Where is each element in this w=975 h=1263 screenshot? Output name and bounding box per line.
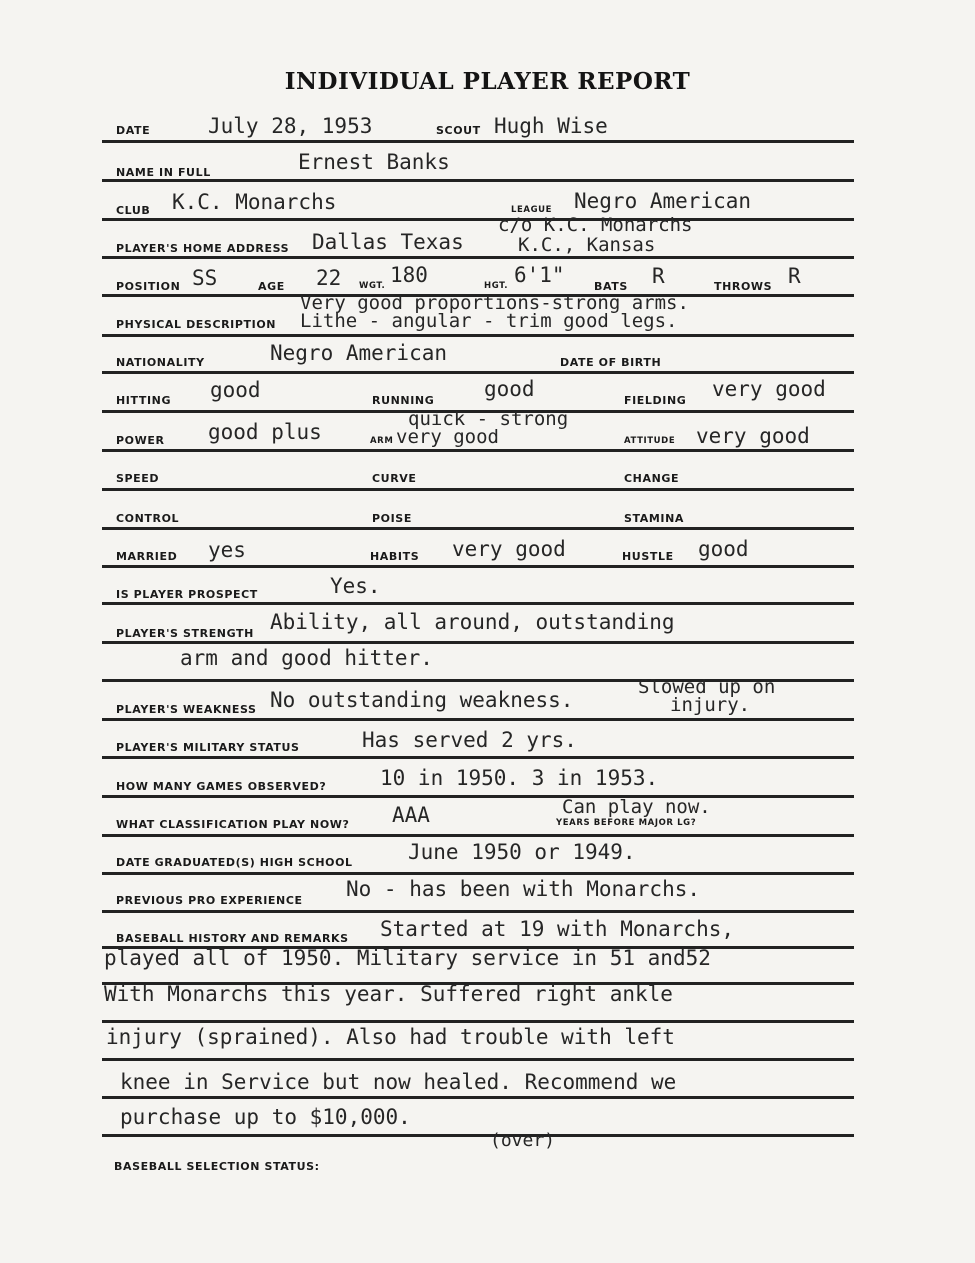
value-bats: R [652,264,665,288]
rule-line [102,179,854,182]
label-pro-experience: PREVIOUS PRO EXPERIENCE [116,894,303,907]
value-fielding: very good [712,377,826,401]
rule-line [102,756,854,759]
value-position: SS [192,266,218,290]
value-games: 10 in 1950. 3 in 1953. [380,766,659,790]
over-note: (over) [490,1130,556,1151]
rule-line [102,718,854,721]
label-military: PLAYER'S MILITARY STATUS [116,741,300,754]
value-age: 22 [316,266,342,290]
label-nationality: NATIONALITY [116,356,205,369]
value-history-line4: injury (sprained). Also had trouble with left [106,1025,675,1049]
label-position: POSITION [116,280,181,293]
value-weakness: No outstanding weakness. [270,688,574,712]
value-club: K.C. Monarchs [172,190,337,214]
label-games: HOW MANY GAMES OBSERVED? [116,780,327,793]
rule-line [102,1134,854,1137]
label-running: RUNNING [372,394,435,407]
label-change: CHANGE [624,472,680,485]
label-stamina: STAMINA [624,512,685,525]
value-weakness-note-line1: Slowed up on [638,676,776,698]
rule-line [102,488,854,491]
label-age: AGE [258,280,285,293]
rule-line [102,1096,854,1099]
label-classification: WHAT CLASSIFICATION PLAY NOW? [116,818,350,831]
value-address-line2: K.C., Kansas [518,234,656,256]
label-attitude: ATTITUDE [624,436,676,446]
label-hustle: HUSTLE [622,550,674,563]
label-weight: WGT. [359,281,386,291]
value-league: Negro American [574,189,752,213]
value-arm-line1: quick - strong [408,408,569,430]
value-military: Has served 2 yrs. [362,728,577,752]
rule-line [102,834,854,837]
label-bats: BATS [594,280,628,293]
rule-line [102,1020,854,1023]
value-arm-line2: very good [396,426,499,448]
label-control: CONTROL [116,512,180,525]
value-history-line3: With Monarchs this year. Suffered right ankle [104,982,673,1006]
value-weakness-note-line2: injury. [670,694,751,716]
rule-line [102,1058,854,1061]
label-habits: HABITS [370,550,420,563]
label-power: POWER [116,434,165,447]
value-strength-line2: arm and good hitter. [180,646,433,670]
label-scout: SCOUT [436,124,481,137]
value-habits: very good [452,537,566,561]
label-date: DATE [116,124,151,137]
rule-line [102,872,854,875]
label-arm: ARM [370,436,394,446]
value-physical-line2: Lithe - angular - trim good legs. [300,310,678,332]
label-physical: PHYSICAL DESCRIPTION [116,318,277,331]
rule-line [102,795,854,798]
label-height: HGT. [484,281,509,291]
rule-line [102,602,854,605]
rule-line [102,641,854,644]
value-pro-experience: No - has been with Monarchs. [346,877,701,901]
label-weakness: PLAYER'S WEAKNESS [116,703,257,716]
value-address: Dallas Texas [312,230,464,254]
label-selection-status: BASEBALL SELECTION STATUS: [114,1160,320,1173]
value-prospect: Yes. [330,574,381,598]
label-name: NAME IN FULL [116,166,211,179]
value-graduated: June 1950 or 1949. [408,840,636,864]
rule-line [102,334,854,337]
rule-line [102,910,854,913]
rule-line [102,449,854,452]
label-home-address: PLAYER'S HOME ADDRESS [116,242,290,255]
label-throws: THROWS [714,280,773,293]
label-prospect: IS PLAYER PROSPECT [116,588,258,601]
label-history: BASEBALL HISTORY AND REMARKS [116,932,349,945]
rule-line [102,256,854,259]
value-address-line1: c/o K.C. Monarchs [498,214,693,236]
value-power: good plus [208,420,322,444]
value-married: yes [208,538,246,562]
label-curve: CURVE [372,472,417,485]
label-club: CLUB [116,204,151,217]
label-poise: POISE [372,512,412,525]
form-title: INDIVIDUAL PLAYER REPORT [284,68,691,95]
value-running: good [484,377,535,401]
value-strength-line1: Ability, all around, outstanding [270,610,675,634]
value-hitting: good [210,378,261,402]
value-date: July 28, 1953 [208,114,373,138]
value-history-line6: purchase up to $10,000. [120,1105,411,1129]
value-hustle: good [698,537,749,561]
value-history-line2: played all of 1950. Military service in 51 and52 [104,946,711,970]
label-graduated: DATE GRADUATED(S) HIGH SCHOOL [116,856,353,869]
label-hitting: HITTING [116,394,172,407]
value-history-line5: knee in Service but now healed. Recommend we [120,1070,677,1094]
label-birth: DATE OF BIRTH [560,356,662,369]
rule-line [102,565,854,568]
label-league: LEAGUE [511,205,553,215]
value-scout: Hugh Wise [494,114,608,138]
value-name: Ernest Banks [298,150,450,174]
value-height: 6'1" [514,263,565,287]
rule-line [102,218,854,221]
value-nationality: Negro American [270,341,448,365]
value-history-line1: Started at 19 with Monarchs, [380,917,735,941]
value-physical-line1: Very good proportions-strong arms. [300,292,689,314]
label-strength: PLAYER'S STRENGTH [116,627,254,640]
rule-line [102,371,854,374]
value-classification: AAA [392,803,430,827]
value-weight: 180 [390,263,428,287]
value-attitude: very good [696,424,810,448]
label-years-before: YEARS BEFORE MAJOR LG? [556,818,697,828]
label-married: MARRIED [116,550,178,563]
rule-line [102,140,854,143]
value-throws: R [788,264,801,288]
value-years-before: Can play now. [562,796,711,818]
label-speed: SPEED [116,472,160,485]
rule-line [102,527,854,530]
label-fielding: FIELDING [624,394,687,407]
